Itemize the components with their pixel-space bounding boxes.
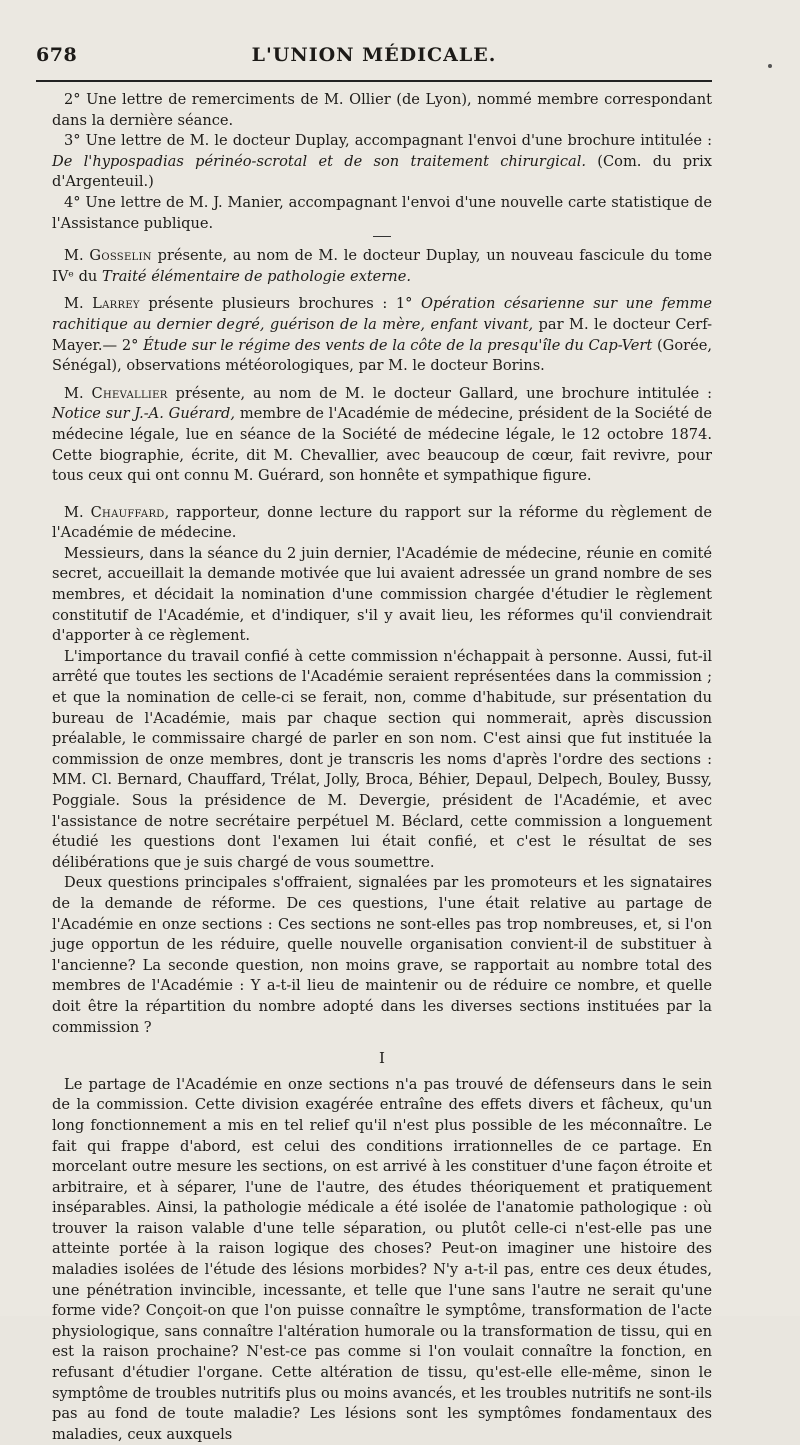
speaker-name: Chauffard	[90, 503, 165, 521]
paragraph-4-text-a: M.	[64, 247, 90, 265]
paragraph-7	[52, 503, 712, 544]
page-speck	[768, 64, 772, 68]
page-body	[52, 90, 712, 1445]
paragraph-5-title-1: Opération césarienne sur une femme rachitique au dernier degré, guérison de la mère, enfant vivant,	[52, 295, 712, 333]
speaker-name: Chevallier	[91, 384, 168, 402]
paragraph-4-text-b: présente, au nom de M. le docteur Duplay, un nouveau fascicule du tome IVᵉ du	[52, 247, 712, 285]
paragraph-3: 4° Une lettre de M. J. Manier, accompagnant l'envoi d'une nouvelle carte statistique de l'Assistance publique.	[52, 193, 712, 232]
paragraph-11: Le partage de l'Académie en onze sections n'a pas trouvé de défenseurs dans le sein de la commission. Cette division exagérée entraîne des effets divers et fâcheux, qu'un long fonctionnement a mis en tel relief qu'il n'est plus possible de les méconnaître. Le fait qui frappe d'abord, est celui des conditions irrationnelles de ce partage. En morcelant outre mesure les sections, on est arrivé à les constituer d'une façon étroite et arbitraire, et à séparer, l'une de l'autre, des études théoriquement et pratiquement inséparables. Ainsi, la pathologie médicale a été isolée de l'anatomie pathologique : où trouver la raison valable d'une telle séparation, ou plutôt celle-ci n'est-elle pas une atteinte portée à la raison logique des choses? Peut-on imaginer une histoire des maladies isolées de l'étude des lésions morbides? N'y a-t-il pas, entre ces deux études, une pénétration invincible, incessante, et telle que l'une sans l'autre ne serait qu'une forme vide? Conçoit-on que l'on puisse connaître le symptôme, transformation de l'acte physiologique, sans connaître l'altération humorale ou la transformation de tissu, qui en est la raison prochaine? N'est-ce pas comme si l'on voulait connaître la fonction, en refusant d'étudier l'organe. Cette altération de tissu, qu'est-elle elle-même, sinon le symptôme de troubles nutritifs plus ou moins avancés, et les troubles nutritifs ne sont-ils pas au fond de toute maladie? Les lésions sont les symptômes fondamentaux des maladies, ceux auxquels	[52, 1075, 712, 1443]
paragraph-5-text-b: présente plusieurs brochures : 1°	[139, 295, 421, 313]
paragraph-4-title: Traité élémentaire de pathologie externe.	[101, 267, 411, 285]
paragraph-6-text-d: membre de l'Académie de médecine, président de la Société de médecine légale, lue en séance de la Société de médecine légale, le 12 octobre 1874. Cette biographie, écrite, dit M. Chevallier, avec beaucoup de cœur, fait revivre, pour tous ceux qui ont connu M. Guérard, son honnête et sympathique figure.	[52, 405, 712, 485]
speaker-name: Larrey	[92, 295, 140, 313]
paragraph-2-title: De l'hypospadias périnéo-scrotal et de son traitement chirurgical.	[52, 152, 587, 170]
paragraph-10: Deux questions principales s'offraient, signalées par les promoteurs et les signataires de la demande de réforme. De ces questions, l'une était relative au partage de l'Académie en onze sections : Ces sections ne sont-elles pas trop nombreuses, et, si l'on juge opportun de les réduire, quelle nouvelle organisation convient-il de substituer à l'ancienne? La seconde question, non moins grave, se rapportait au nombre total des membres de l'Académie : Y a-t-il lieu de maintenir ou de réduire ce nombre, et quelle doit être la répartition du nombre adopté dans les diverses sections instituées par la commission ?	[52, 874, 712, 1036]
paragraph-8: Messieurs, dans la séance du 2 juin dernier, l'Académie de médecine, réunie en comité secret, accueillait la demande motivée que lui avaient adressée un grand nombre de ses membres, et décidait la nomination d'une commission chargée d'étudier le règlement constitutif de l'Académie, et d'indiquer, s'il y avait lieu, les réformes qu'il conviendrait d'apporter à ce règlement.	[52, 544, 712, 645]
paragraph-2-text-c: (Com. du prix d'Argenteuil.)	[52, 152, 712, 191]
paragraph-6	[52, 384, 712, 487]
paragraph-9: L'importance du travail confié à cette commission n'échappait à personne. Aussi, fut-il arrêté que toutes les sections de l'Académie seraient représentées dans la commission ; et que la nomination de celle-ci se ferait, non, comme d'habitude, sur présentation du bureau de l'Académie, mais par chaque section qui nommerait, après discussion préalable, le commissaire chargé de parler en son nom. C'est ainsi que fut instituée la commission de onze membres, dont je transcris les noms d'après l'ordre des sections : MM. Cl. Bernard, Chauffard, Trélat, Jolly, Broca, Béhier, Depaul, Delpech, Bouley, Bussy, Poggiale. Sous la présidence de M. Devergie, président de l'Académie, et avec l'assistance de notre secrétaire perpétuel M. Béclard, cette commission a longuement étudié les questions dont l'examen lui était confié, et c'est le résultat de ses délibérations que je suis chargé de vous soumettre.	[52, 647, 712, 871]
paragraph-7-text-a: M.	[64, 503, 91, 521]
header-rule	[36, 80, 712, 82]
speaker-name: Gosselin	[89, 247, 152, 265]
page-number: 678	[36, 44, 78, 66]
paragraph-5-title-2: Étude sur le régime des vents de la côte de la presqu'île du Cap-Vert	[143, 336, 653, 354]
paragraph-7-text-b: , rapporteur, donne lecture du rapport sur la réforme du règlement de l'Académie de médecine.	[52, 503, 712, 542]
paragraph-2	[52, 131, 712, 193]
running-title: L'UNION MÉDICALE.	[251, 44, 497, 66]
running-header	[36, 44, 712, 78]
paragraph-5-text-d: par M. le docteur Cerf-Mayer.— 2°	[52, 315, 713, 354]
section-separator	[373, 236, 391, 237]
paragraph-5-text-a: M.	[64, 295, 93, 313]
paragraph-1: 2° Une lettre de remerciments de M. Ollier (de Lyon), nommé membre correspondant dans la dernière séance.	[52, 91, 712, 129]
section-heading: I	[379, 1049, 385, 1068]
paragraph-6-text-b: présente, au nom de M. le docteur Gallard, une brochure intitulée :	[167, 384, 712, 402]
paragraph-6-title: Notice sur J.-A. Guérard,	[52, 405, 235, 423]
paragraph-4	[52, 246, 712, 287]
paragraph-5-text-f: (Gorée, Sénégal), observations météorologiques, par M. le docteur Borins.	[52, 336, 712, 375]
paragraph-5	[52, 294, 712, 376]
paragraph-6-text-a: M.	[64, 384, 92, 402]
paragraph-2-text-a: 3° Une lettre de M. le docteur Duplay, accompagnant l'envoi d'une brochure intitulée :	[64, 132, 712, 150]
